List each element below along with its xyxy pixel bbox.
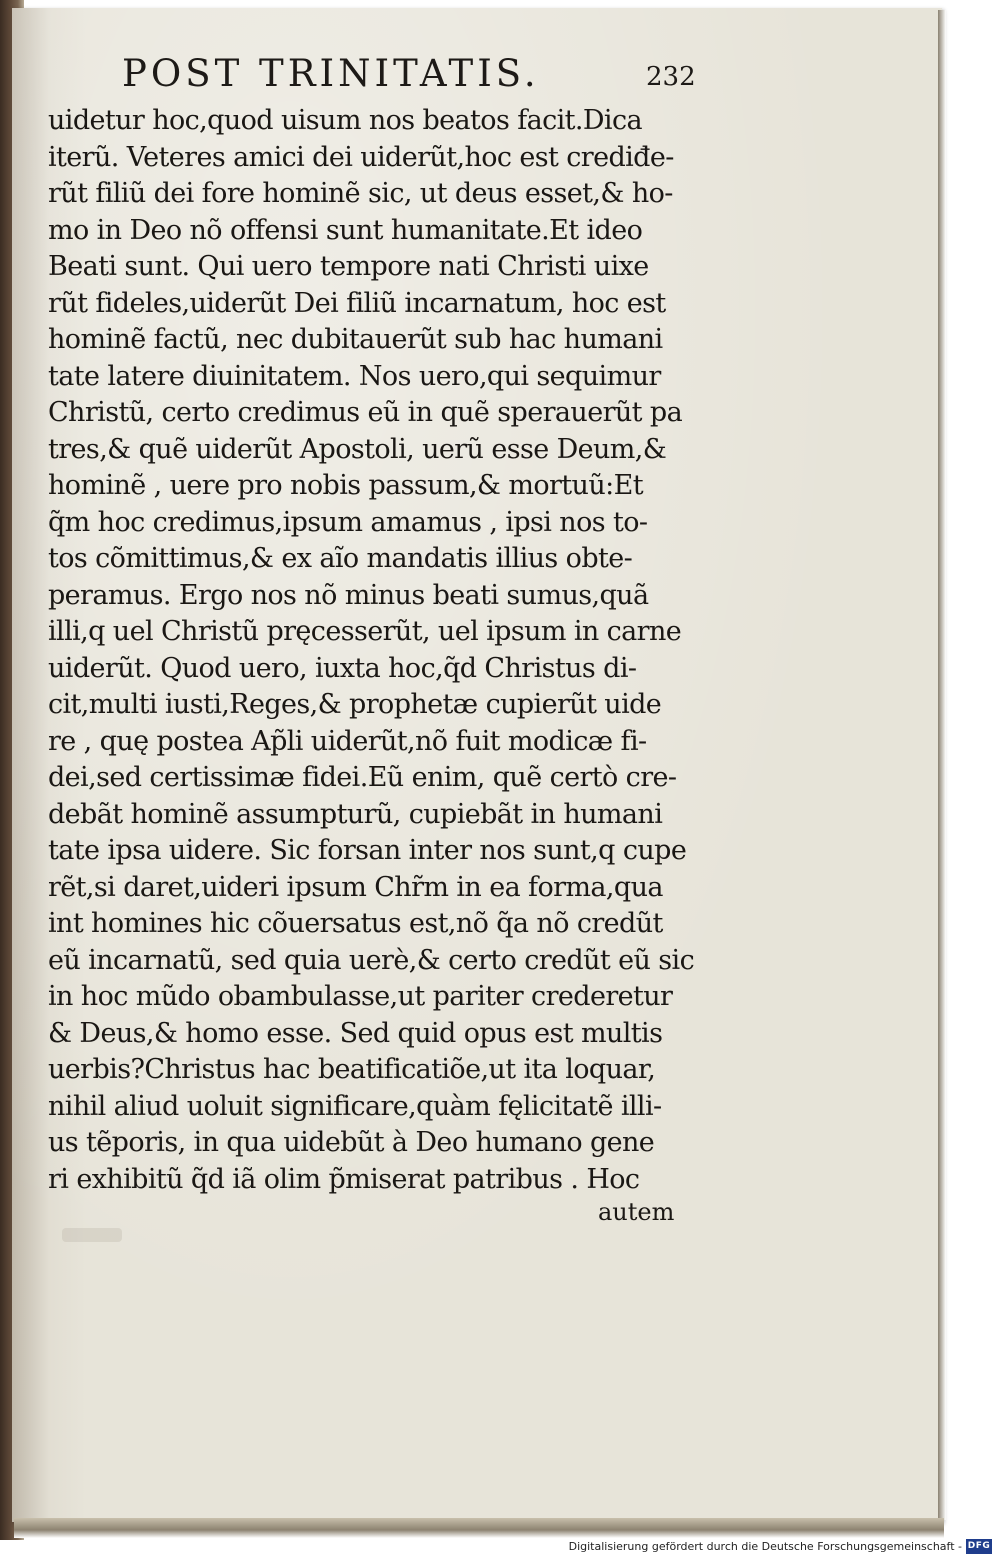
- page-bottom-edge: [14, 1518, 944, 1538]
- text-line: int homines hic cõuersatus est,nõ q̃a nõ credũt: [48, 908, 663, 939]
- text-line: dei,sed certissimæ fidei.Eũ enim, quẽ certò cre-: [48, 762, 677, 793]
- text-line: mo in Deo nõ offensi sunt humanitate.Et ideo: [48, 214, 643, 246]
- text-line: uidetur hoc,quod uisum nos beatos facit.Dica: [48, 105, 642, 136]
- text-line: Christũ, certo credimus eũ in quẽ sperauerũt pa: [48, 397, 683, 428]
- text-line: & Deus,& homo esse. Sed quid opus est multis: [48, 1017, 663, 1049]
- text-line: ri exhibitũ q̃d iã olim p̃miserat patribus . Hoc: [48, 1163, 640, 1195]
- text-line: uerbis?Christus hac beatificatiõe,ut ita loquar,: [48, 1054, 656, 1085]
- text-line: tate ipsa uidere. Sic forsan inter nos sunt,q cupe: [48, 835, 687, 866]
- dfg-logo: DFG: [966, 1539, 992, 1554]
- text-line: illi,q uel Christũ pręcesserũt, uel ipsum in carne: [48, 616, 682, 647]
- text-line: re , quę postea Ap̃li uiderũt,nõ fuit modicæ fi-: [48, 725, 647, 757]
- text-line: tos cõmittimus,& ex aĩo mandatis illius obte-: [48, 543, 633, 574]
- text-line: hominẽ factũ, nec dubitauerũt sub hac humani: [48, 324, 663, 355]
- text-line: rũt fideles,uiderũt Dei filiũ incarnatum, hoc est: [48, 287, 666, 319]
- text-line: iterũ. Veteres amici dei uiderũt,hoc est crediđe-: [48, 141, 674, 173]
- text-line: hominẽ , uere pro nobis passum,& mortuũ:Et: [48, 470, 643, 501]
- text-line: in hoc mũdo obambulasse,ut pariter crederetur: [48, 981, 673, 1012]
- text-line: peramus. Ergo nos nõ minus beati sumus,quã: [48, 579, 649, 611]
- running-head: POST TRINITATIS.: [122, 52, 540, 95]
- text-line: tres,& quẽ uiderũt Apostoli, uerũ esse Deum,&: [48, 433, 667, 465]
- text-line: rũt filiũ dei fore hominẽ sic, ut deus esset,& ho-: [48, 178, 673, 209]
- page-number: 232: [646, 62, 696, 92]
- text-line: q̃m hoc credimus,ipsum amamus , ipsi nos to-: [48, 506, 648, 538]
- page-edge-shadow: [938, 10, 946, 1520]
- text-line: eũ incarnatũ, sed quia uerè,& certo credũt eũ sic: [48, 944, 695, 976]
- faint-stain: [62, 1228, 122, 1242]
- text-line: tate latere diuinitatem. Nos uero,qui sequimur: [48, 360, 661, 392]
- text-line: nihil aliud uoluit significare,quàm fęlicitatẽ illi-: [48, 1090, 662, 1122]
- text-line: rẽt,si daret,uideri ipsum Chr̃m in ea forma,qua: [48, 871, 663, 903]
- text-line: uiderũt. Quod uero, iuxta hoc,q̃d Christus di-: [48, 652, 637, 684]
- catchword: autem: [598, 1198, 675, 1226]
- text-line: Beati sunt. Qui uero tempore nati Christi uixe: [48, 251, 649, 282]
- text-line: debãt hominẽ assumpturũ, cupiebãt in humani: [48, 798, 663, 830]
- text-line: us tẽporis, in qua uidebũt à Deo humano gene: [48, 1127, 655, 1158]
- text-line: cit,multi iusti,Reges,& prophetæ cupierũt uide: [48, 689, 662, 720]
- funding-credit: Digitalisierung gefördert durch die Deutsche Forschungsgemeinschaft -: [568, 1540, 962, 1553]
- body-text: [48, 103, 718, 1198]
